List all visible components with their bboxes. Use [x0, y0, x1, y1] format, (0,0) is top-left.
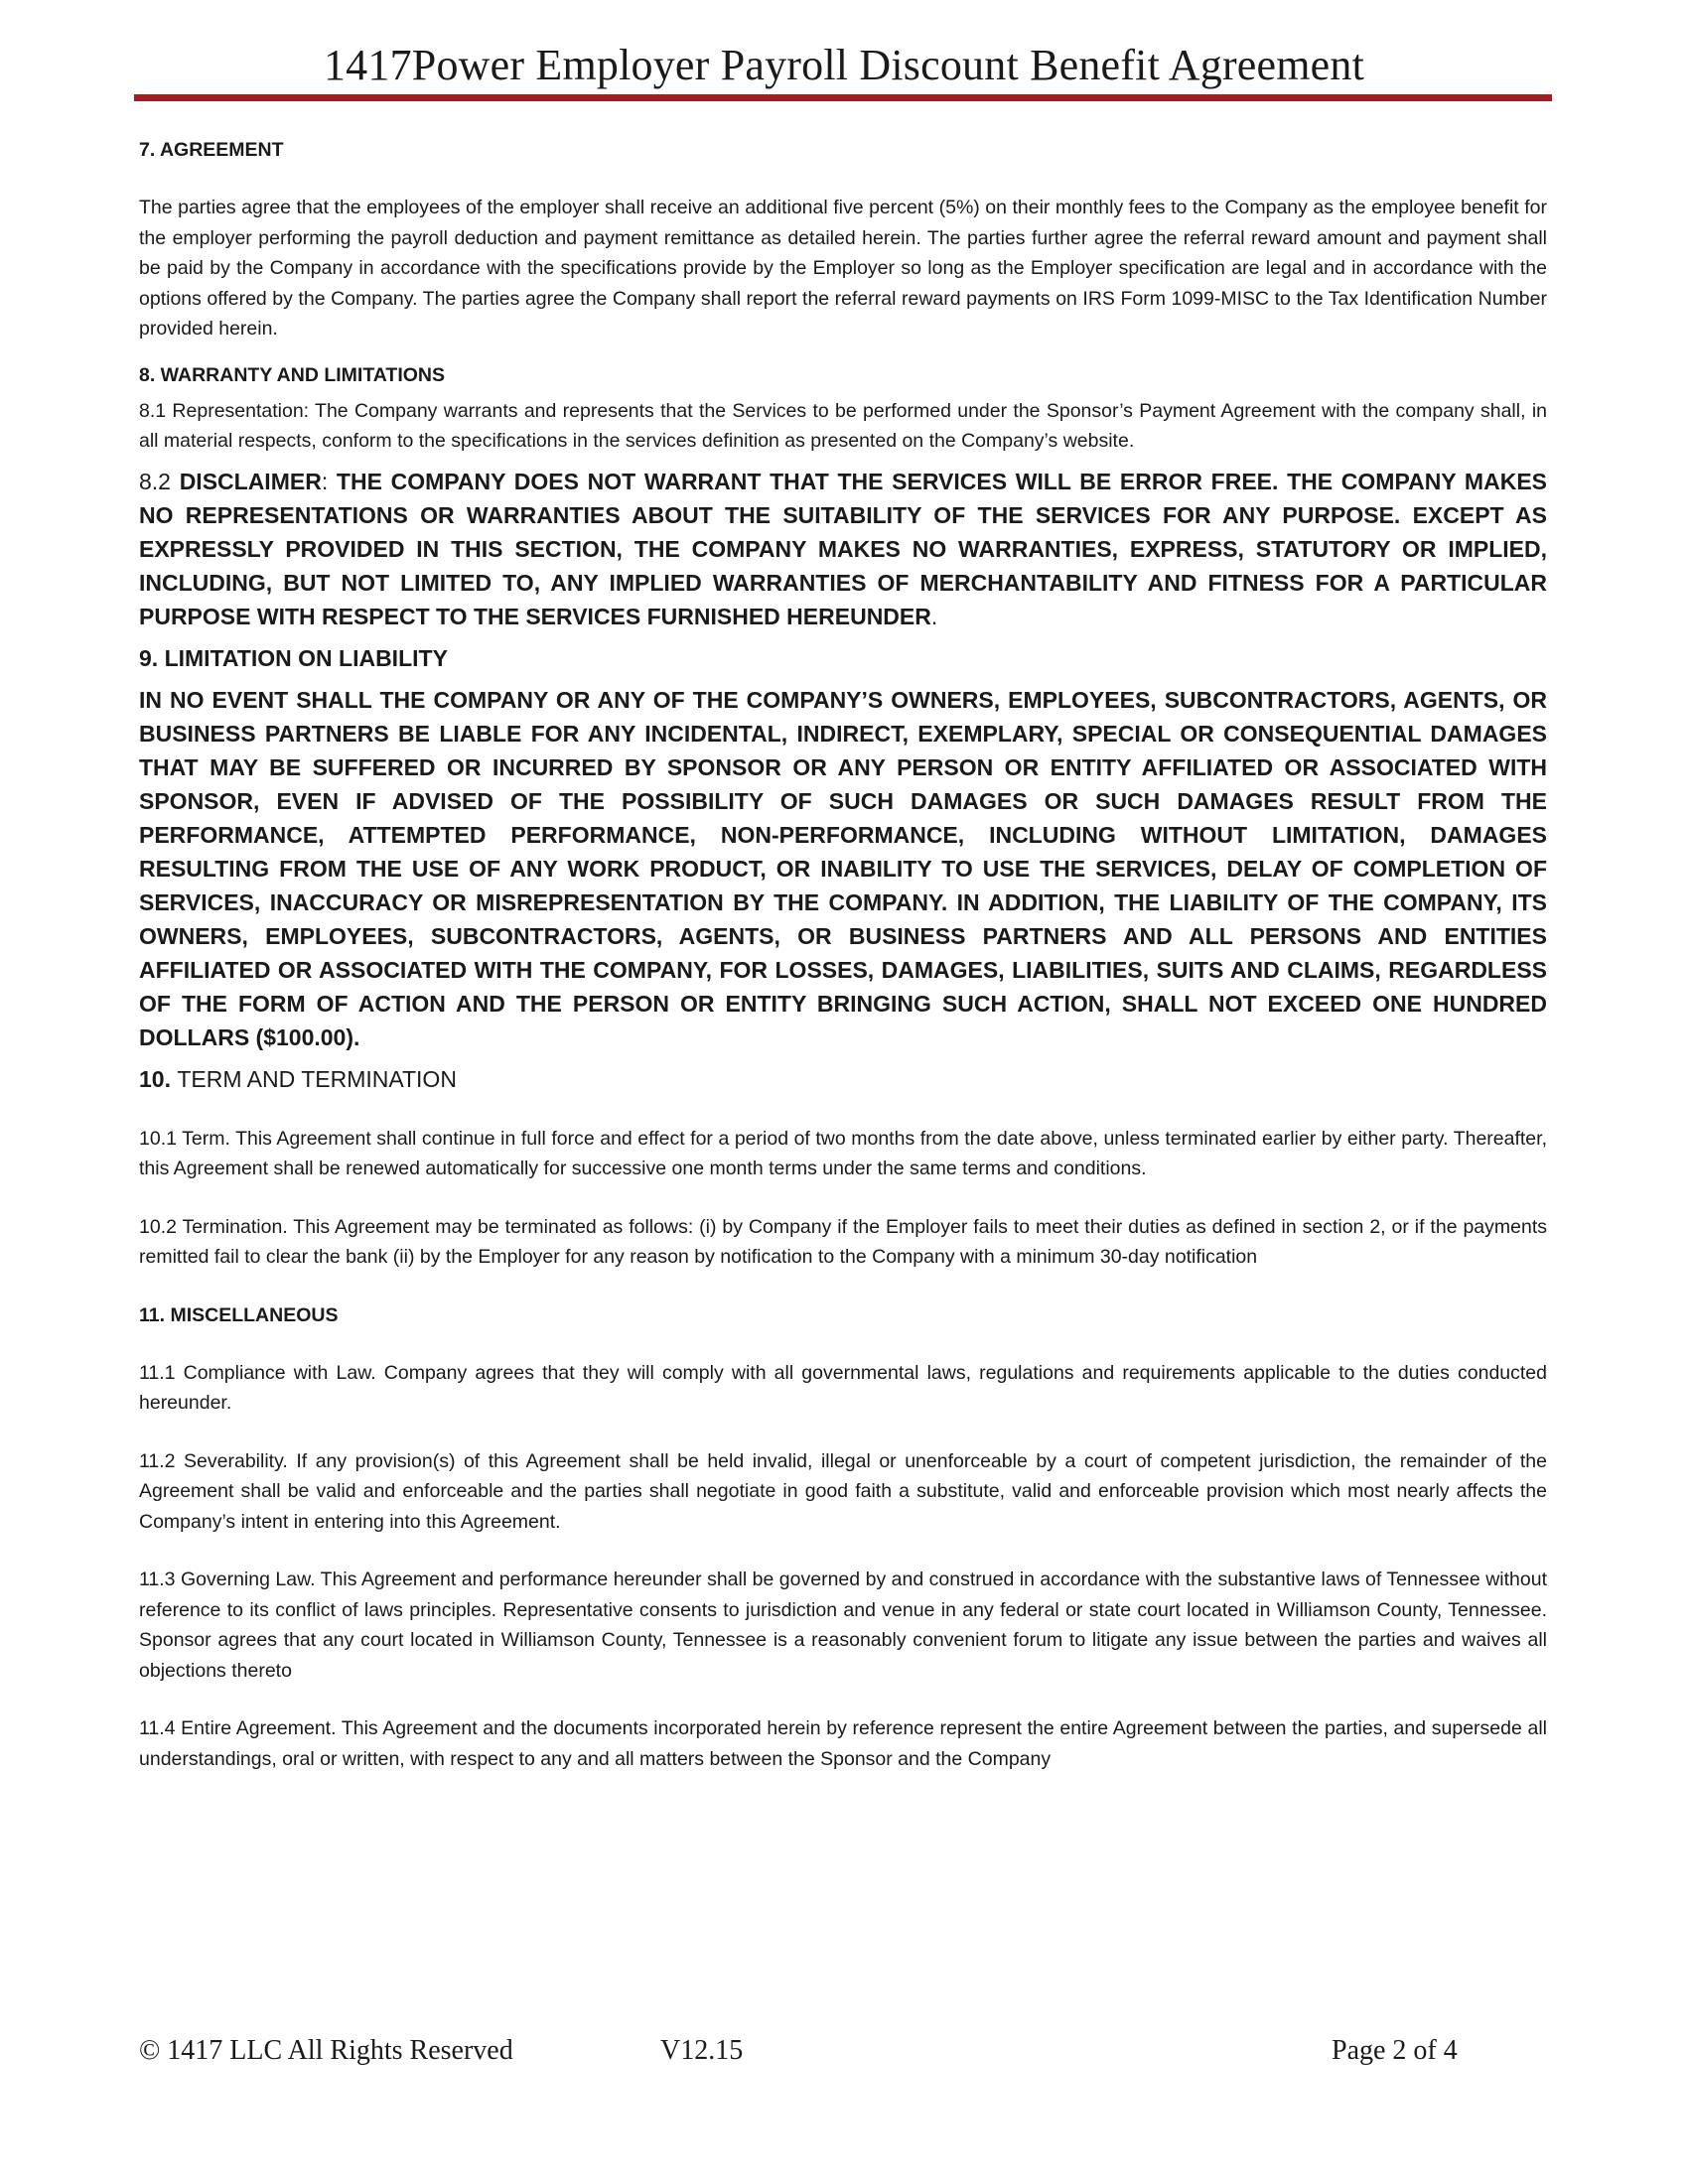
- footer-page-number: Page 2 of 4: [1332, 2035, 1458, 2066]
- section-9-body: IN NO EVENT SHALL THE COMPANY OR ANY OF THE COMPANY’S OWNERS, EMPLOYEES, SUBCONTRACTORS, AGENTS, OR BUSINESS PARTNERS BE LIABLE FOR ANY INCIDENTAL, INDIRECT, EXEMPLARY, SPECIAL OR CONSEQUENTIAL DAMAGES THAT MAY BE SUFFERED OR INCURRED BY SPONSOR OR ANY PERSON OR ENTITY AFFILIATED OR ASSOCIATED WITH SPONSOR, EVEN IF ADVISED OF THE POSSIBILITY OF SUCH DAMAGES OR SUCH DAMAGES RESULT FROM THE PERFORMANCE, ATTEMPTED PERFORMANCE, NON-PERFORMANCE, INCLUDING WITHOUT LIMITATION, DAMAGES RESULTING FROM THE USE OF ANY WORK PRODUCT, OR INABILITY TO USE THE SERVICES, DELAY OF COMPLETION OF SERVICES, INACCURACY OR MISREPRESENTATION BY THE COMPANY. IN ADDITION, THE LIABILITY OF THE COMPANY, ITS OWNERS, EMPLOYEES, SUBCONTRACTORS, AGENTS, OR BUSINESS PARTNERS AND ALL PERSONS AND ENTITIES AFFILIATED OR ASSOCIATED WITH THE COMPANY, FOR LOSSES, DAMAGES, LIABILITIES, SUITS AND CLAIMS, REGARDLESS OF THE FORM OF ACTION AND THE PERSON OR ENTITY BRINGING SUCH ACTION, SHALL NOT EXCEED ONE HUNDRED DOLLARS ($100.00).: [139, 686, 1547, 1050]
- footer-copyright: © 1417 LLC All Rights Reserved: [139, 2035, 513, 2066]
- section-9-heading: 9. LIMITATION ON LIABILITY: [139, 644, 448, 671]
- section-8-1-paragraph: 8.1 Representation: The Company warrants and represents that the Services to be performed under the Sponsor’s Payment Agreement with the company shall, in all material respects, conform to the specifications in the services definition as presented on the Company’s website.: [139, 399, 1547, 452]
- section-7-heading: 7. AGREEMENT: [139, 139, 284, 161]
- section-11-heading: 11. MISCELLANEOUS: [139, 1303, 339, 1326]
- document-body: [139, 135, 1547, 1774]
- page-footer: [0, 2035, 1688, 2075]
- header-divider: [134, 94, 1552, 101]
- disclaimer-number: 8.2: [139, 468, 180, 494]
- section-10-1-paragraph: 10.1 Term. This Agreement shall continue in full force and effect for a period of two months from the date above, unless terminated earlier by either party. Thereafter, this Agreement shall be renewed automatically for successive one month terms under the same terms and conditions.: [139, 1127, 1547, 1179]
- section-11-2-paragraph: 11.2 Severability. If any provision(s) of this Agreement shall be held invalid, illegal or unenforceable by a court of competent jurisdiction, the remainder of the Agreement shall be valid and enforceable and the parties shall negotiate in good faith a substitute, valid and enforceable provision which most nearly affects the Company’s intent in entering into this Agreement.: [139, 1449, 1547, 1533]
- disclaimer-label: DISCLAIMER: [179, 468, 322, 494]
- footer-version: V12.15: [660, 2035, 744, 2066]
- section-11-4-paragraph: 11.4 Entire Agreement. This Agreement and the documents incorporated herein by reference represent the entire Agreement between the parties, and supersede all understandings, oral or written, with respect to any and all matters between the Sponsor and the Company: [139, 1717, 1547, 1770]
- section-8-heading: 8. WARRANTY AND LIMITATIONS: [139, 363, 446, 386]
- document-title: 1417Power Employer Payroll Discount Benefit Agreement: [323, 41, 1365, 89]
- disclaimer-text: THE COMPANY DOES NOT WARRANT THAT THE SERVICES WILL BE ERROR FREE. THE COMPANY MAKES NO REPRESENTATIONS OR WARRANTIES ABOUT THE SUITABILITY OF THE SERVICES FOR ANY PURPOSE. EXCEPT AS EXPRESSLY PROVIDED IN THIS SECTION, THE COMPANY MAKES NO WARRANTIES, EXPRESS, STATUTORY OR IMPLIED, INCLUDING, BUT NOT LIMITED TO, ANY IMPLIED WARRANTIES OF MERCHANTABILITY AND FITNESS FOR A PARTICULAR PURPOSE WITH RESPECT TO THE SERVICES FURNISHED HEREUNDER: [139, 468, 1547, 629]
- section-10-heading: [139, 1062, 1547, 1096]
- section-10-title: TERM AND TERMINATION: [177, 1065, 457, 1092]
- section-10-number: 10.: [139, 1065, 178, 1092]
- disclaimer-colon: :: [321, 468, 337, 494]
- section-7-body: The parties agree that the employees of the employer shall receive an additional five percent (5%) on their monthly fees to the Company as the employee benefit for the employer performing the payroll deduction and payment remittance as detailed herein. The parties further agree the referral reward amount and payment shall be paid by the Company in accordance with the specifications provide by the Employer so long as the Employer specification are legal and in accordance with the options offered by the Company. The parties agree the Company shall report the referral reward payments on IRS Form 1099-MISC to the Tax Identification Number provided herein.: [139, 197, 1547, 340]
- section-11-3-paragraph: 11.3 Governing Law. This Agreement and performance hereunder shall be governed by and construed in accordance with the substantive laws of Tennessee without reference to its conflict of laws principles. Representative consents to jurisdiction and venue in any federal or state court located in Williamson County, Tennessee. Sponsor agrees that any court located in Williamson County, Tennessee is a reasonably convenient forum to litigate any issue between the parties and waives all objections thereto: [139, 1569, 1547, 1682]
- section-8-2-disclaimer: [139, 465, 1547, 633]
- disclaimer-period: .: [930, 603, 938, 629]
- section-10-2-paragraph: 10.2 Termination. This Agreement may be terminated as follows: (i) by Company if the Employer fails to meet their duties as defined in section 2, or if the payments remitted fail to clear the bank (ii) by the Employer for any reason by notification to the Company with a minimum 30-day notification: [139, 1215, 1547, 1268]
- section-11-1-paragraph: 11.1 Compliance with Law. Company agrees that they will comply with all governmental laws, regulations and requirements applicable to the duties conducted hereunder.: [139, 1361, 1547, 1414]
